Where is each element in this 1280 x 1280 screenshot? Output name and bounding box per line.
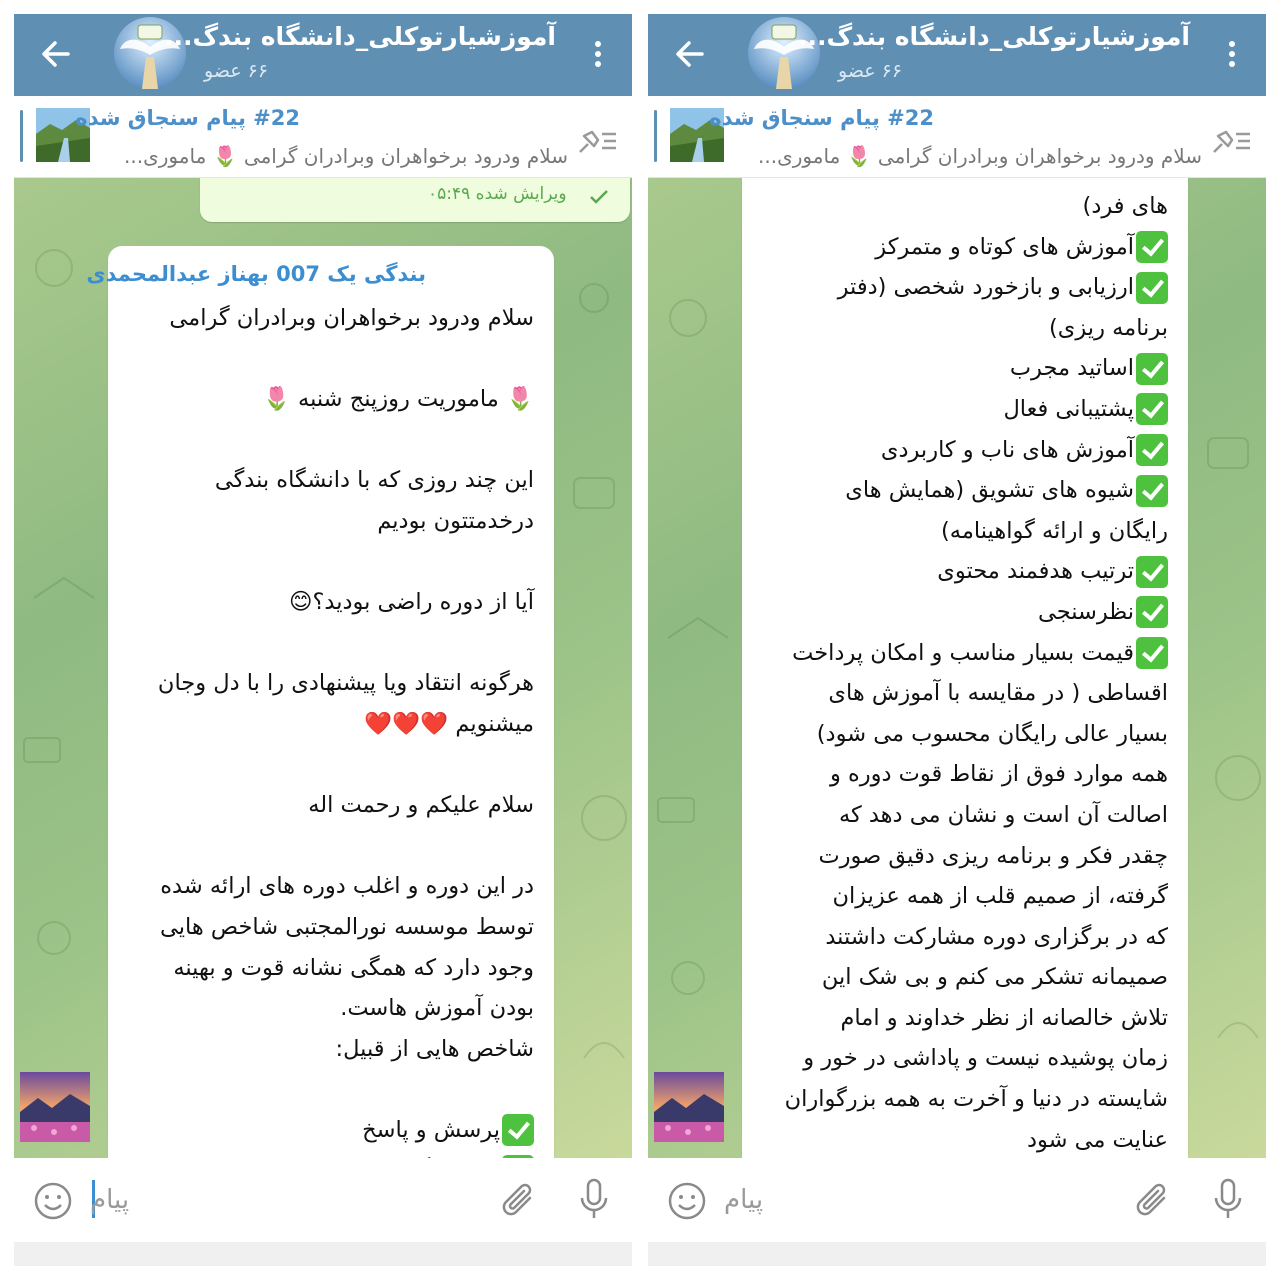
message-input-bar [14,1158,632,1242]
message-line [114,623,534,664]
more-menu-icon[interactable] [1220,34,1244,74]
message-line: در این دوره و اغلب دوره های ارائه شده [160,873,534,900]
chat-header [648,14,1266,96]
group-title[interactable]: آموزشیارتوکلی_دانشگاه بندگ... [797,22,1190,51]
message-line: این چند روزی که با دانشگاه بندگی [214,467,534,494]
pinned-preview: سلام ودرود برخواهران وبرادران گرامی 🌷 ماموری... [124,144,568,168]
message-line [114,420,534,461]
message-line: آموزش های کوتاه و متمرکز [748,227,1168,268]
message-line: پرسش و پاسخ [114,1110,534,1151]
message-text [114,298,534,1191]
chat-screen-right [648,14,1266,1266]
message-text [748,186,1168,1160]
message-line: آموزش های ناب و کاربردی [748,430,1168,471]
message-line: اصالت آن است و نشان می دهد که [838,801,1168,828]
bottom-strip [648,1242,1266,1266]
check-mark-icon [1136,353,1168,385]
sender-avatar[interactable] [20,1072,90,1142]
chat-header [14,14,632,96]
chat-screen-left [14,14,632,1266]
message-line: بودن آموزش هاست. [340,995,534,1022]
member-count: ۶۶ عضو [204,60,269,82]
message-line: که در برگزاری دوره مشارکت داشتند [825,923,1168,950]
message-input[interactable] [724,1178,1084,1222]
message-line [114,542,534,583]
check-mark-icon [1136,272,1168,304]
message-line: تلاش خالصانه از نظر خداوند و امام [840,1004,1168,1031]
message-line: نظرسنجی [748,592,1168,633]
message-line: چقدر فکر و برنامه ریزی دقیق صورت [818,842,1168,869]
message-line [114,1069,534,1110]
message-line: عنایت می شود [1026,1126,1168,1153]
pinned-message-bar[interactable] [648,96,1266,178]
message-bubble[interactable] [86,246,554,1246]
read-check-icon [588,188,610,206]
message-line: سلام علیکم و رحمت اله [308,792,534,819]
message-line: قیمت بسیار مناسب و امکان پرداخت [748,633,1168,674]
message-line: شیوه های تشویق (همایش های [748,470,1168,511]
emoji-icon[interactable] [666,1180,708,1222]
check-mark-icon [1136,393,1168,425]
message-line: وجود دارد که همگی نشانه قوت و بهینه [173,954,534,981]
message-line [114,826,534,867]
edited-timestamp: ویرایش شده ۰۵:۴۹ [428,184,567,204]
message-line: سلام ودرود برخواهران وبرادران گرامی [169,305,534,331]
pin-list-icon[interactable] [1208,122,1252,158]
chat-area[interactable] [648,178,1266,1158]
sender-name[interactable]: بندگی یک 007 بهناز عبدالمحمدی [86,262,426,286]
pinned-preview: سلام ودرود برخواهران وبرادران گرامی 🌷 ماموری... [758,144,1202,168]
message-line: ارزیابی و بازخورد شخصی (دفتر [748,267,1168,308]
pinned-title: #22 پیام سنجاق شده [709,106,934,130]
message-line: پشتیبانی فعال [748,389,1168,430]
message-line: ترتیب هدفمند محتوی [748,551,1168,592]
check-mark-icon [1136,556,1168,588]
message-input[interactable] [90,1178,450,1222]
message-line: همه موارد فوق از نقاط قوت دوره و [829,761,1168,788]
check-mark-icon [1136,231,1168,263]
message-line: صمیمانه تشکر می کنم و بی شک این [821,964,1168,991]
check-mark-icon [1136,434,1168,466]
pin-indicator [654,110,657,162]
message-line: میشنویم ❤️❤️❤️ [364,710,534,737]
message-line: برنامه ریزی) [1049,314,1168,341]
sender-avatar[interactable] [654,1072,724,1142]
message-line: هرگونه انتقاد ویا پیشنهادی را با دل وجان [157,670,534,697]
message-line: شایسته در دنیا و آخرت به همه بزرگواران [784,1086,1168,1113]
message-input-bar [648,1158,1266,1242]
check-mark-icon [502,1114,534,1146]
chat-area[interactable] [14,178,632,1158]
pin-indicator [20,110,23,162]
message-bubble[interactable] [742,178,1188,1178]
emoji-icon[interactable] [32,1180,74,1222]
message-line [114,339,534,380]
pinned-message-bar[interactable] [14,96,632,178]
message-line: اساتید مجرب [748,348,1168,389]
back-arrow-icon[interactable] [36,34,76,74]
bottom-strip [14,1242,632,1266]
message-line: درخدمتتون بودیم [377,507,534,534]
message-line: بسیار عالی رایگان محسوب می شود) [816,720,1168,747]
check-mark-icon [1136,475,1168,507]
microphone-icon[interactable] [1210,1176,1246,1222]
message-line: زمان پوشیده نیست و پاداشی در خور و [803,1045,1168,1072]
message-line: شاخص هایی از قبیل: [335,1035,534,1062]
group-title[interactable]: آموزشیارتوکلی_دانشگاه بندگ... [163,22,556,51]
message-line: رایگان و ارائه گواهینامه) [941,517,1168,544]
member-count: ۶۶ عضو [838,60,903,82]
attach-icon[interactable] [1134,1178,1174,1222]
more-menu-icon[interactable] [586,34,610,74]
back-arrow-icon[interactable] [670,34,710,74]
check-mark-icon [1136,596,1168,628]
pinned-title: #22 پیام سنجاق شده [75,106,300,130]
message-line: اقساطی ( در مقایسه با آموزش های [828,680,1168,707]
message-line: 🌷 ماموریت روزپنج شنبه 🌷 [262,386,534,413]
attach-icon[interactable] [500,1178,540,1222]
message-line: های فرد) [1082,193,1168,219]
pin-list-icon[interactable] [574,122,618,158]
message-line: گرفته، از صمیم قلب از همه عزیزان [832,883,1168,910]
message-line: توسط موسسه نورالمجتبی شاخص هایی [159,913,534,940]
microphone-icon[interactable] [576,1176,612,1222]
message-line [114,745,534,786]
previous-message-bubble [200,178,630,222]
check-mark-icon [1136,637,1168,669]
message-line: آیا از دوره راضی بودید؟😊 [289,589,534,616]
